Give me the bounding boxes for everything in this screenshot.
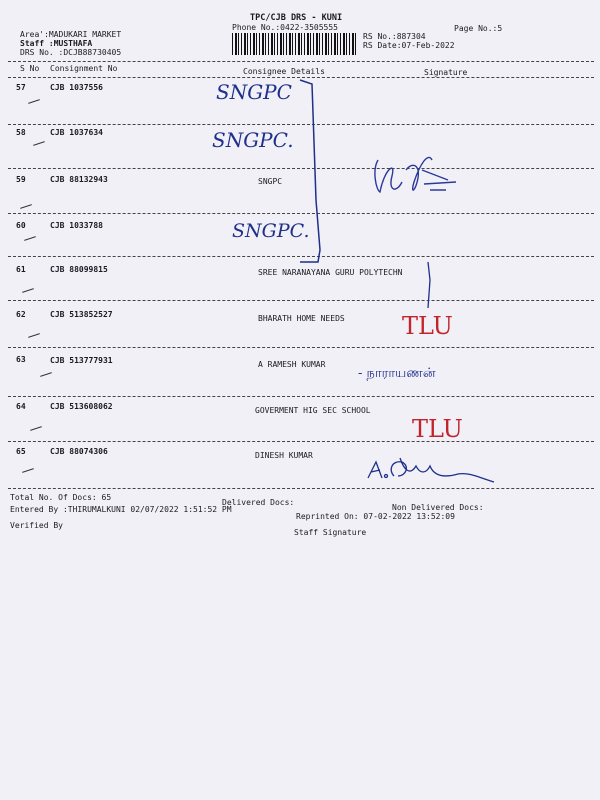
column-header-consignee: Consignee Details xyxy=(243,67,325,76)
area-label: Area':MADUKARI MARKET xyxy=(20,30,122,39)
bracket-line xyxy=(300,80,320,262)
row-sno: 65 xyxy=(16,447,26,456)
row-consignment: CJB 1037634 xyxy=(50,128,103,137)
row-sno: 58 xyxy=(16,128,26,137)
row-consignment: CJB 88074306 xyxy=(50,447,108,456)
row-consignee: SREE NARANAYANA GURU POLYTECHN xyxy=(258,268,403,277)
signature-scribble xyxy=(368,458,494,482)
rs-date: RS Date:07-Feb-2022 xyxy=(363,41,455,50)
phone-number: Phone No.:0422-3505555 xyxy=(232,23,338,32)
handwritten-note: - நாராயணன் xyxy=(358,366,436,381)
row-consignment: CJB 88099815 xyxy=(50,265,108,274)
row-consignee: GOVERMENT HIG SEC SCHOOL xyxy=(255,406,371,415)
row-sno: 60 xyxy=(16,221,26,230)
row-sno: 62 xyxy=(16,310,26,319)
row-consignee: SNGPC xyxy=(258,177,283,186)
page-number: Page No.:5 xyxy=(454,24,503,33)
signature-scribble xyxy=(375,157,456,192)
row-consignment: CJB 513608062 xyxy=(50,402,113,411)
column-header-consignment: Consignment No xyxy=(50,64,118,73)
non-delivered-docs: Non Delivered Docs: xyxy=(392,503,484,512)
column-header-signature: Signature xyxy=(424,68,468,77)
handwritten-note: SNGPC. xyxy=(212,128,294,152)
column-header-sno: S No xyxy=(20,64,40,73)
row-consignment: CJB 88132943 xyxy=(50,175,108,184)
row-consignee: BHARATH HOME NEEDS xyxy=(258,314,345,323)
reprinted-on: Reprinted On: 07-02-2022 13:52:09 xyxy=(296,512,455,521)
drs-number: DRS No. :DCJB88730405 xyxy=(20,48,122,57)
document-title: TPC/CJB DRS - KUNI xyxy=(250,13,343,23)
handwritten-note: TLU xyxy=(402,312,453,340)
handwritten-note: TLU xyxy=(412,415,463,443)
row-consignment: CJB 513777931 xyxy=(50,356,113,365)
total-docs: Total No. Of Docs: 65 xyxy=(10,493,112,502)
staff-label: Staff :MUSTHAFA xyxy=(20,39,93,48)
row-consignee: A RAMESH KUMAR xyxy=(258,360,326,369)
row-sno: 59 xyxy=(16,175,26,184)
row-sno: 63 xyxy=(16,355,26,364)
verified-by: Verified By xyxy=(10,521,63,530)
bracket-line xyxy=(428,262,430,308)
staff-signature: Staff Signature xyxy=(294,528,367,537)
handwritten-note: SNGPC. xyxy=(232,220,310,242)
entered-by: Entered By :THIRUMALKUNI 02/07/2022 1:51:52 PM xyxy=(10,505,232,514)
row-sno: 57 xyxy=(16,83,26,92)
row-consignment: CJB 1037556 xyxy=(50,83,103,92)
row-sno: 61 xyxy=(16,265,26,274)
rs-number: RS No.:887304 xyxy=(363,32,426,41)
handwritten-note: SNGPC xyxy=(216,80,292,104)
delivered-docs: Delivered Docs: xyxy=(222,498,295,507)
row-consignee: DINESH KUMAR xyxy=(255,451,313,460)
row-consignment: CJB 513852527 xyxy=(50,310,113,319)
row-sno: 64 xyxy=(16,402,26,411)
row-consignment: CJB 1033788 xyxy=(50,221,103,230)
